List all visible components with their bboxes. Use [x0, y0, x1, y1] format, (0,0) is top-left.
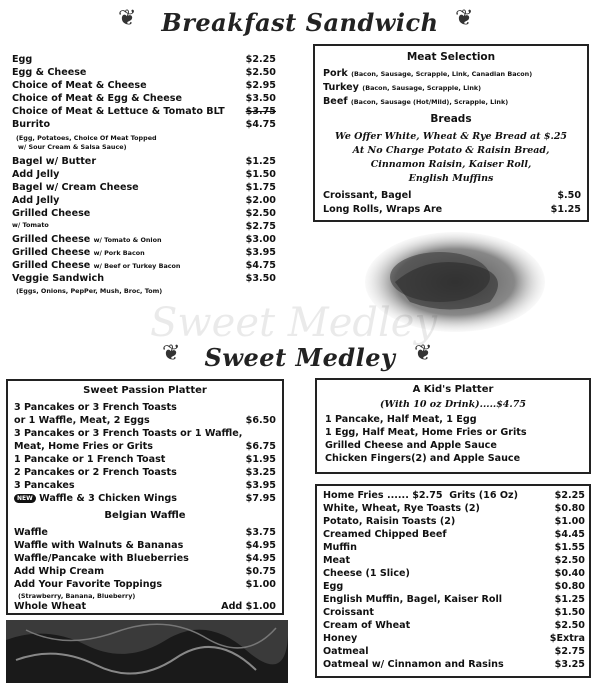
meat-turkey: Turkey (Bacon, Sausage, Scrapple, Link): [323, 82, 482, 93]
kids-platter-subtitle: (With 10 oz Drink).....$4.75: [380, 399, 526, 410]
belgian-waffle-title: Belgian Waffle: [104, 510, 186, 521]
new-badge: NEW: [14, 494, 36, 503]
list-item: 1 Pancake, Half Meat, 1 Egg: [325, 414, 477, 425]
veggie-note: (Eggs, Onions, PepPer, Mush, Broc, Tom): [16, 287, 163, 295]
breads-title: Breads: [430, 113, 472, 125]
sweet-passion-box: Sweet Passion Platter 3 Pancakes or 3 French Toasts or 1 Waffle, Meat, 2 Eggs $6.50 3 Pancakes or 3 French Toasts or 1 Waffle, Meat, Home Fries or Grits $6.75 1 Pancake or 1 French Toast $1.95 2 Pancakes or 2 French Toasts $3.25 3 Pancakes $3.95 NEW Waffle & 3 Chicken Wings $7.95 Belgian Waffle Waffle $3.75 Waffle with Walnuts & Bananas $4.95 Waffle/Pancake with Blueberries $4.95 Add Whip Cream $0.75 Add Your Favorite Toppings $1.00 (Strawberry, Banana, Blueberry) Whole Wheat Add $1.00: [6, 379, 284, 615]
flourish-left: ❦: [162, 341, 181, 366]
meat-beef: Beef (Bacon, Sausage (Hot/Mild), Scrapple, Link): [323, 96, 509, 107]
breads-line: English Muffins: [408, 173, 494, 184]
sweet-passion-title: Sweet Passion Platter: [83, 385, 207, 396]
breads-line: We Offer White, Wheat & Rye Bread at $.25: [334, 131, 568, 142]
meat-selection-title: Meat Selection: [406, 51, 496, 63]
list-item: 1 Egg, Half Meat, Home Fries or Grits: [325, 427, 527, 438]
breakfast-list: Egg $2.25 Egg & Cheese $2.50 Choice of Meat & Cheese $2.95 Choice of Meat & Egg & Cheese $3.50 Choice of Meat & Lettuce & Tomato BLT $3.75 Burrito $4.75 (Egg, Potatoes, Choice Of Meat Topped w/ Sour Cream & Salsa Sauce) Bagel w/ Butter $1.25 Add Jelly $1.50 Bagel w/ Cream Cheese $1.75 Add Jelly $2.00 Grilled Cheese $2.50 w/ Tomato $2.75 Grilled Cheese w/ Tomato & Onion $3.00 Grilled Cheese w/ Pork Bacon $3.95 Grilled Cheese w/ Beef or Turkey Bacon $4.75 Veggie Sandwich $3.50 (Eggs, Onions, PepPer, Mush, Broc, Tom): [12, 54, 276, 295]
list-item: 3 Pancakes or 3 French Toasts or 1 Waffle,: [14, 428, 243, 439]
meat-pork: Pork (Bacon, Sausage, Scrapple, Link, Canadian Bacon): [323, 68, 533, 79]
meat-selection-box: Meat Selection Pork (Bacon, Sausage, Scrapple, Link, Canadian Bacon) Turkey (Bacon, Sausage, Scrapple, Link) Beef (Bacon, Sausage (Hot/Mild), Scrapple, Link) Breads We Offer White, Wheat & Rye Bread at $.25 At No Charge Potato & Raisin Bread, Cinnamon Raisin, Kaiser Roll, English Muffins Croissant, Bagel $.50 Long Rolls, Wraps Are $1.25: [313, 44, 589, 222]
burrito-note: (Egg, Potatoes, Choice Of Meat Topped: [16, 134, 157, 142]
list-item: Chicken Fingers(2) and Apple Sauce: [325, 453, 521, 464]
food-photo: [6, 620, 288, 683]
toppings-note: (Strawberry, Banana, Blueberry): [18, 592, 136, 600]
breakfast-title: Breakfast Sandwich: [161, 8, 439, 37]
breads-line: Cinnamon Raisin, Kaiser Roll,: [370, 159, 532, 170]
flourish-right: ❦: [414, 341, 433, 366]
watermark: Sweet Medley: [150, 300, 438, 346]
list-item: 3 Pancakes or 3 French Toasts: [14, 402, 177, 413]
flourish-left: ❦: [118, 6, 137, 31]
kids-platter-title: A Kid's Platter: [412, 384, 494, 395]
sides-box: Home Fries ...... $2.75 Grits (16 Oz) $2.25 White, Wheat, Rye Toasts (2) $0.80 Potato, Raisin Toasts (2) $1.00 Creamed Chipped Beef $4.45 Muffin $1.55 Meat $2.50 Cheese (1 Slice) $0.40 Egg $0.80 English Muffin, Bagel, Kaiser Roll $1.25 Croissant $1.50 Cream of Wheat $2.50 Honey $Extra Oatmeal $2.75 Oatmeal w/ Cinnamon and Rasins $3.25: [315, 484, 591, 678]
flourish-right: ❦: [455, 6, 474, 31]
burrito-note: w/ Sour Cream & Salsa Sauce): [18, 143, 127, 151]
kids-platter-box: [315, 378, 591, 474]
list-item: Grilled Cheese and Apple Sauce: [325, 440, 497, 451]
sweet-medley-title: Sweet Medley: [204, 343, 396, 372]
breads-line: At No Charge Potato & Raisin Bread,: [352, 145, 550, 156]
